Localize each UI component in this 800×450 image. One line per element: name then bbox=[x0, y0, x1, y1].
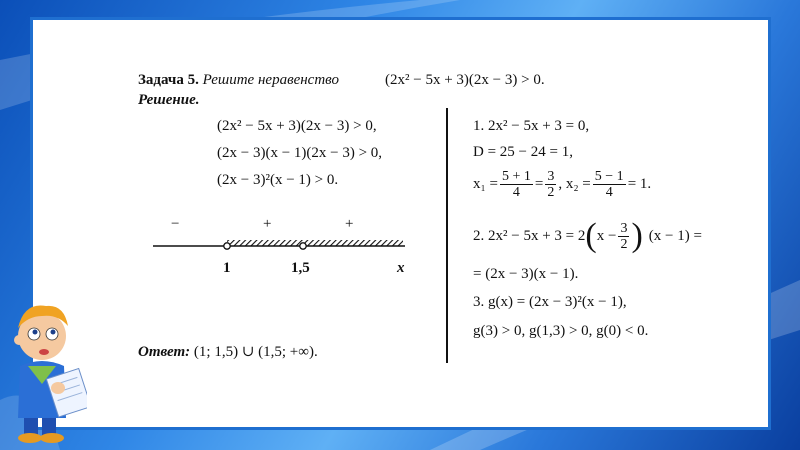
right-step-1: 1. 2x² − 5x + 3 = 0, bbox=[473, 118, 590, 134]
step2-rhs: (x − 1) = bbox=[648, 227, 702, 244]
x2-result: = 1. bbox=[627, 175, 652, 192]
vertical-divider bbox=[446, 108, 448, 363]
factorization-result: = (2x − 3)(x − 1). bbox=[473, 266, 579, 282]
x1-fraction bbox=[500, 169, 533, 200]
x1-denominator: 4 bbox=[512, 184, 520, 200]
discriminant-line: D = 25 − 24 = 1, bbox=[473, 144, 573, 160]
x1-result-denominator: 2 bbox=[547, 184, 555, 200]
x1-result-fraction bbox=[545, 169, 556, 200]
solution-hatch bbox=[227, 240, 403, 246]
slide-content-frame bbox=[30, 17, 771, 430]
x1-label: x₁ = bbox=[473, 175, 498, 192]
task-inequality: (2x² − 5x + 3)(2x − 3) > 0. bbox=[385, 72, 545, 88]
x1-numerator: 5 + 1 bbox=[501, 168, 531, 184]
roots-line bbox=[473, 166, 651, 202]
sign-plus-2: + bbox=[345, 216, 354, 232]
step2-denominator: 2 bbox=[620, 236, 628, 252]
answer-line bbox=[138, 344, 318, 361]
left-step-3: (2x − 3)²(x − 1) > 0. bbox=[217, 172, 339, 188]
answer-value: (1; 1,5) ∪ (1,5; +∞). bbox=[193, 344, 318, 360]
sign-checks: g(3) > 0, g(1,3) > 0, g(0) < 0. bbox=[473, 323, 649, 339]
step2-lhs: 2. 2x² − 5x + 3 = 2 bbox=[473, 227, 586, 244]
cartoon-boy-illustration bbox=[2, 296, 87, 446]
open-point-1 bbox=[224, 243, 230, 249]
step2-fraction bbox=[618, 221, 629, 252]
sign-plus-1: + bbox=[263, 216, 272, 232]
x2-fraction bbox=[593, 169, 626, 200]
x1-equals: = bbox=[534, 175, 544, 192]
x2-label: , x₂ = bbox=[558, 175, 591, 192]
answer-label: Ответ: bbox=[138, 344, 191, 360]
left-paren: ( bbox=[585, 217, 597, 254]
left-step-1: (2x² − 5x + 3)(2x − 3) > 0, bbox=[217, 118, 377, 134]
task-title: Задача 5. bbox=[138, 72, 199, 88]
number-line-diagram bbox=[153, 230, 423, 280]
x2-numerator: 5 − 1 bbox=[594, 168, 624, 184]
task-heading bbox=[138, 72, 339, 89]
right-step-3: 3. g(x) = (2x − 3)²(x − 1), bbox=[473, 294, 627, 310]
point-label-1-5: 1,5 bbox=[291, 260, 310, 276]
left-step-2: (2x − 3)(x − 1)(2x − 3) > 0, bbox=[217, 145, 383, 161]
open-point-1-5 bbox=[300, 243, 306, 249]
solution-label: Решение. bbox=[138, 92, 200, 108]
step2-numerator: 3 bbox=[620, 220, 628, 236]
point-label-1: 1 bbox=[223, 260, 231, 276]
factorization-line bbox=[473, 216, 702, 256]
step2-inner: x − bbox=[596, 227, 617, 244]
right-paren: ) bbox=[631, 217, 643, 254]
x1-result-numerator: 3 bbox=[547, 168, 555, 184]
sign-minus: − bbox=[171, 216, 180, 232]
task-prompt: Решите неравенство bbox=[202, 72, 339, 88]
x2-denominator: 4 bbox=[605, 184, 613, 200]
axis-label-x: x bbox=[397, 260, 405, 276]
